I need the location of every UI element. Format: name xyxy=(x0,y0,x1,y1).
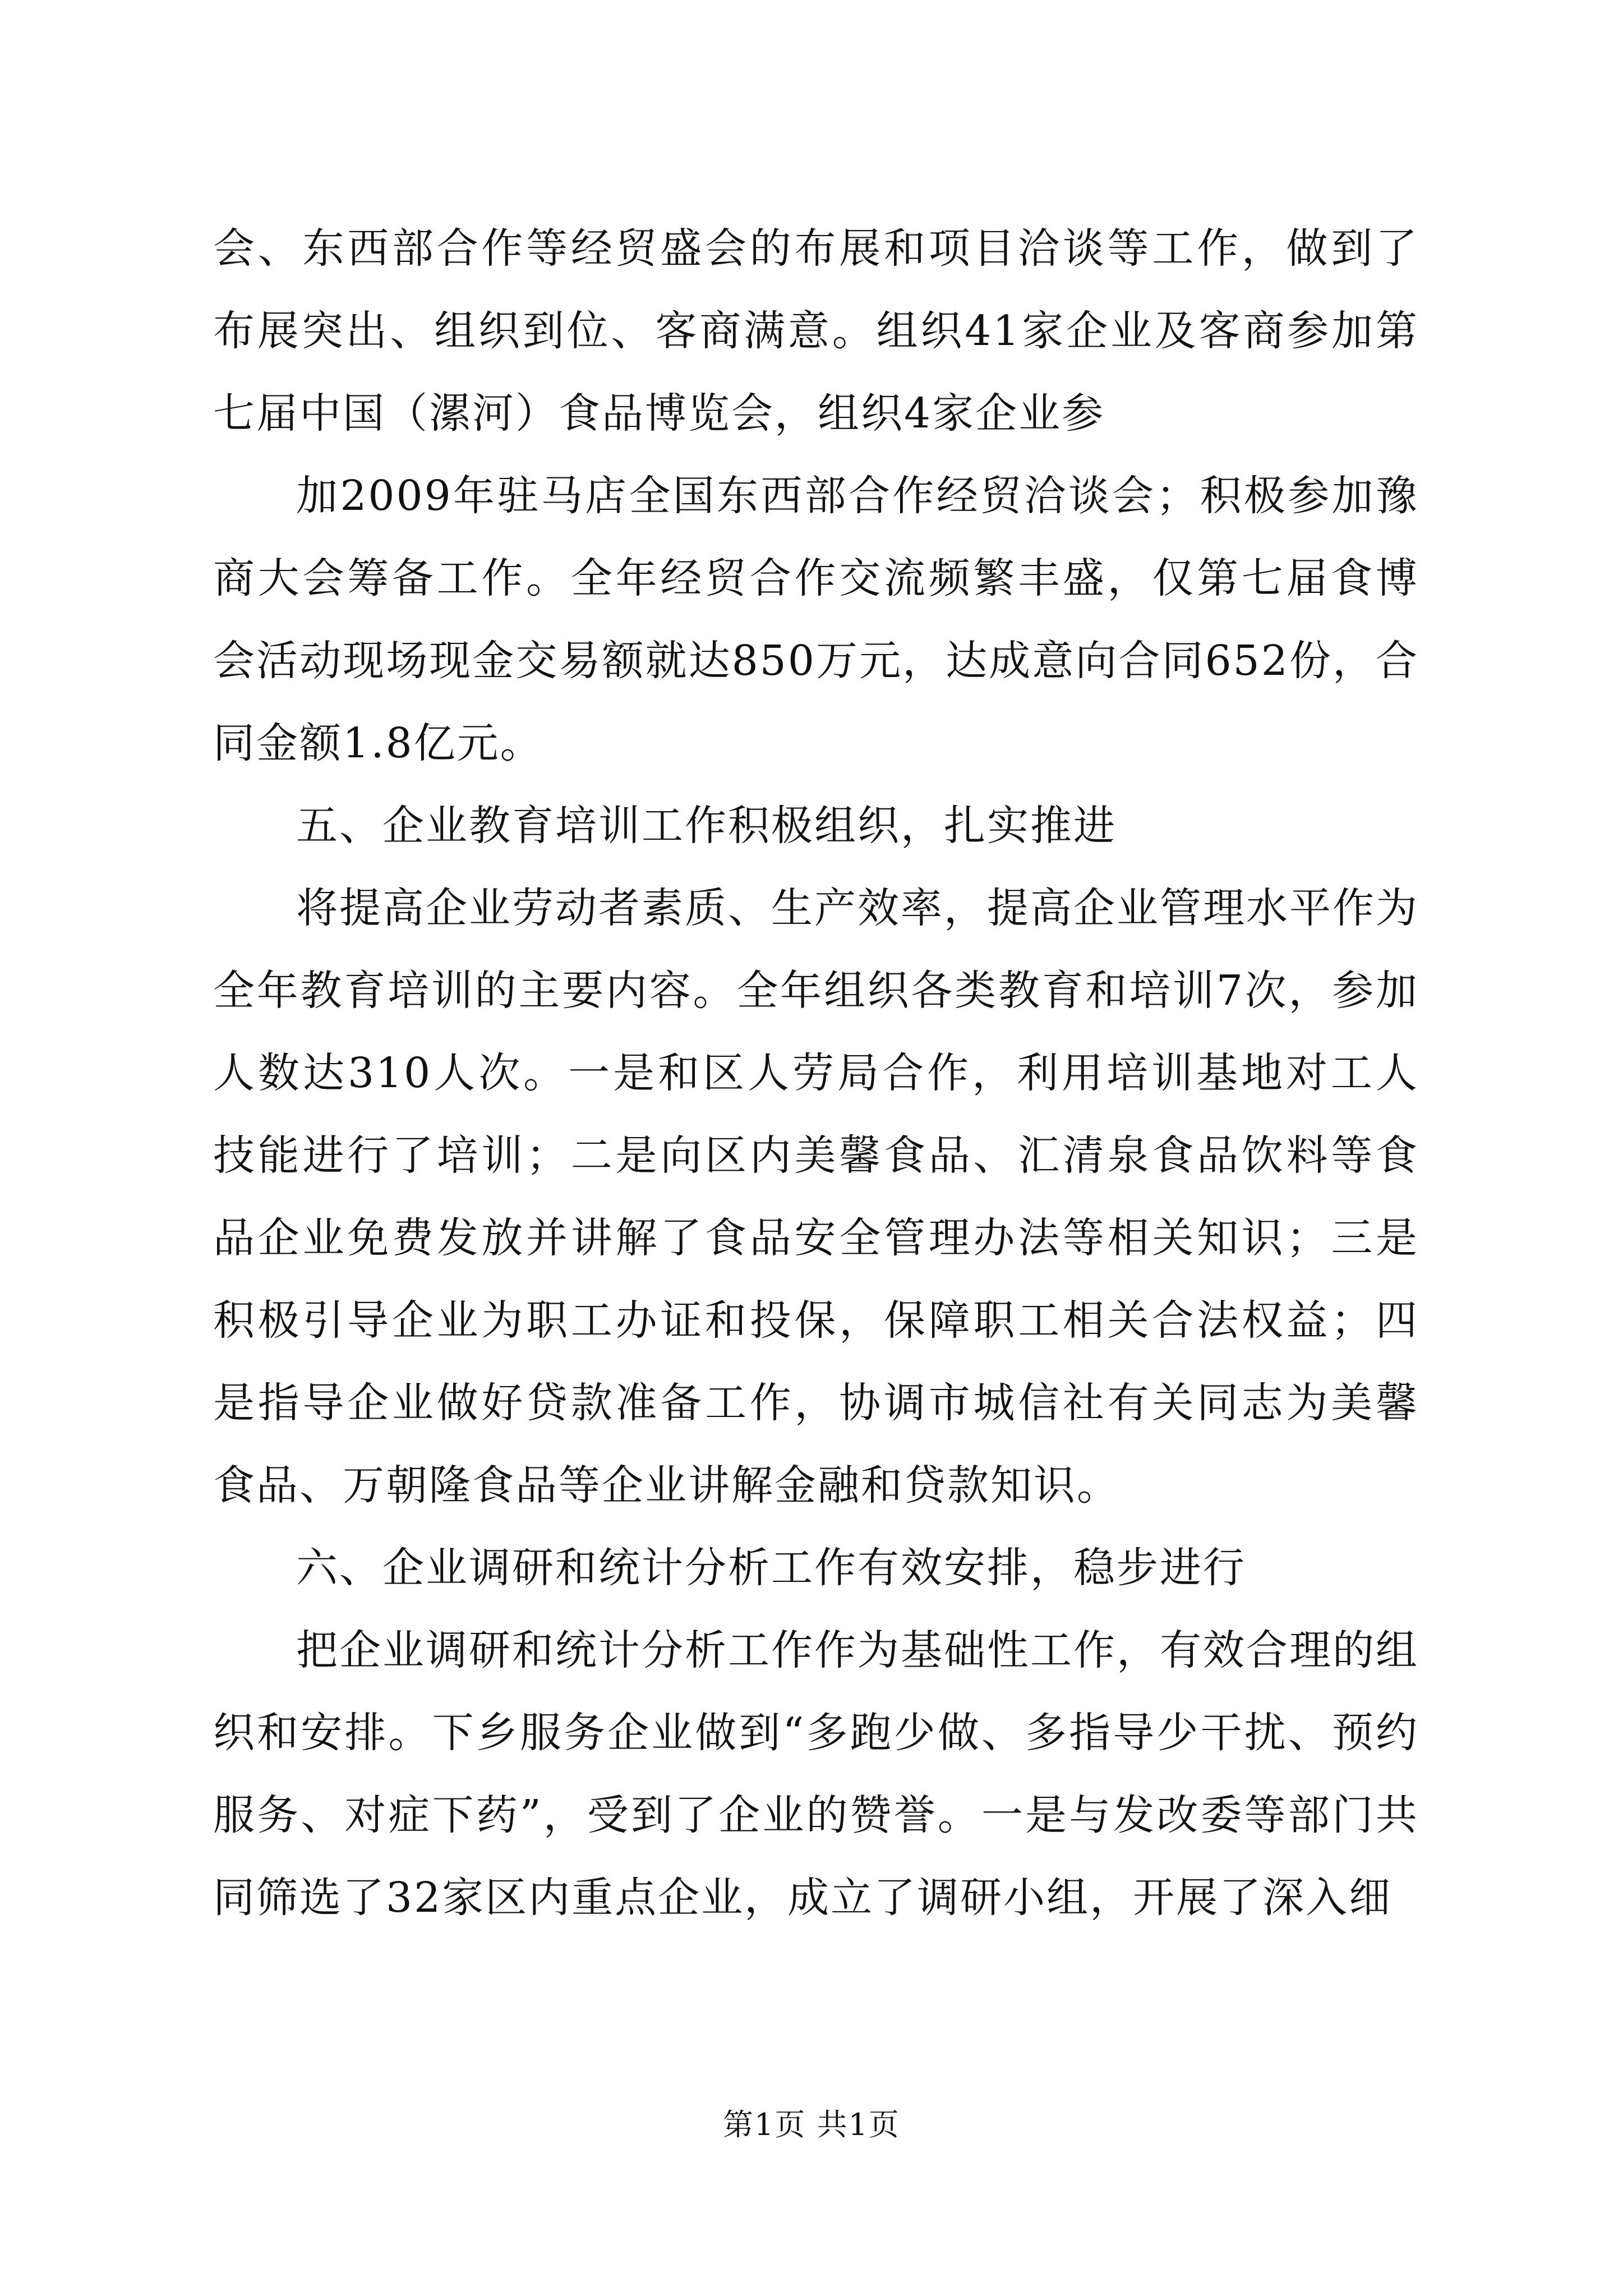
paragraph-3: 将提高企业劳动者素质、生产效率，提高企业管理水平作为全年教育培训的主要内容。全年组织各类教育和培训7次，参加人数达310人次。一是和区人劳局合作，利用培训基地对工人技能进行了培训；二是向区内美馨食品、汇清泉食品饮料等食品企业免费发放并讲解了食品安全管理办法等相关知识；三是积极引导企业为职工办证和投保，保障职工相关合法权益；四是指导企业做好贷款准备工作，协调市城信社有关同志为美馨食品、万朝隆食品等企业讲解金融和贷款知识。 xyxy=(213,884,1419,1510)
section-heading-5: 五、企业教育培训工作积极组织，扎实推进 xyxy=(296,802,1117,850)
paragraph-2: 加2009年驻马店全国东西部合作经贸洽谈会；积极参加豫商大会筹备工作。全年经贸合作交流频繁丰盛，仅第七届食博会活动现场现金交易额就达850万元，达成意向合同652份，合同金额1.8亿元。 xyxy=(213,472,1419,767)
page-footer: 第1页 共1页 xyxy=(723,2107,900,2142)
paragraph-4: 把企业调研和统计分析工作作为基础性工作，有效合理的组织和安排。下乡服务企业做到“多跑少做、多指导少干扰、预约服务、对症下药”，受到了企业的赞誉。一是与发改委等部门共同筛选了32家区内重点企业，成立了调研小组，开展了深入细 xyxy=(213,1626,1419,1922)
document-body xyxy=(213,208,1419,1939)
section-heading-6: 六、企业调研和统计分析工作有效安排，稳步进行 xyxy=(296,1544,1246,1592)
paragraph-1: 会、东西部合作等经贸盛会的布展和项目洽谈等工作，做到了布展突出、组织到位、客商满意。组织41家企业及客商参加第七届中国（漯河）食品博览会，组织4家企业参 xyxy=(213,224,1419,438)
